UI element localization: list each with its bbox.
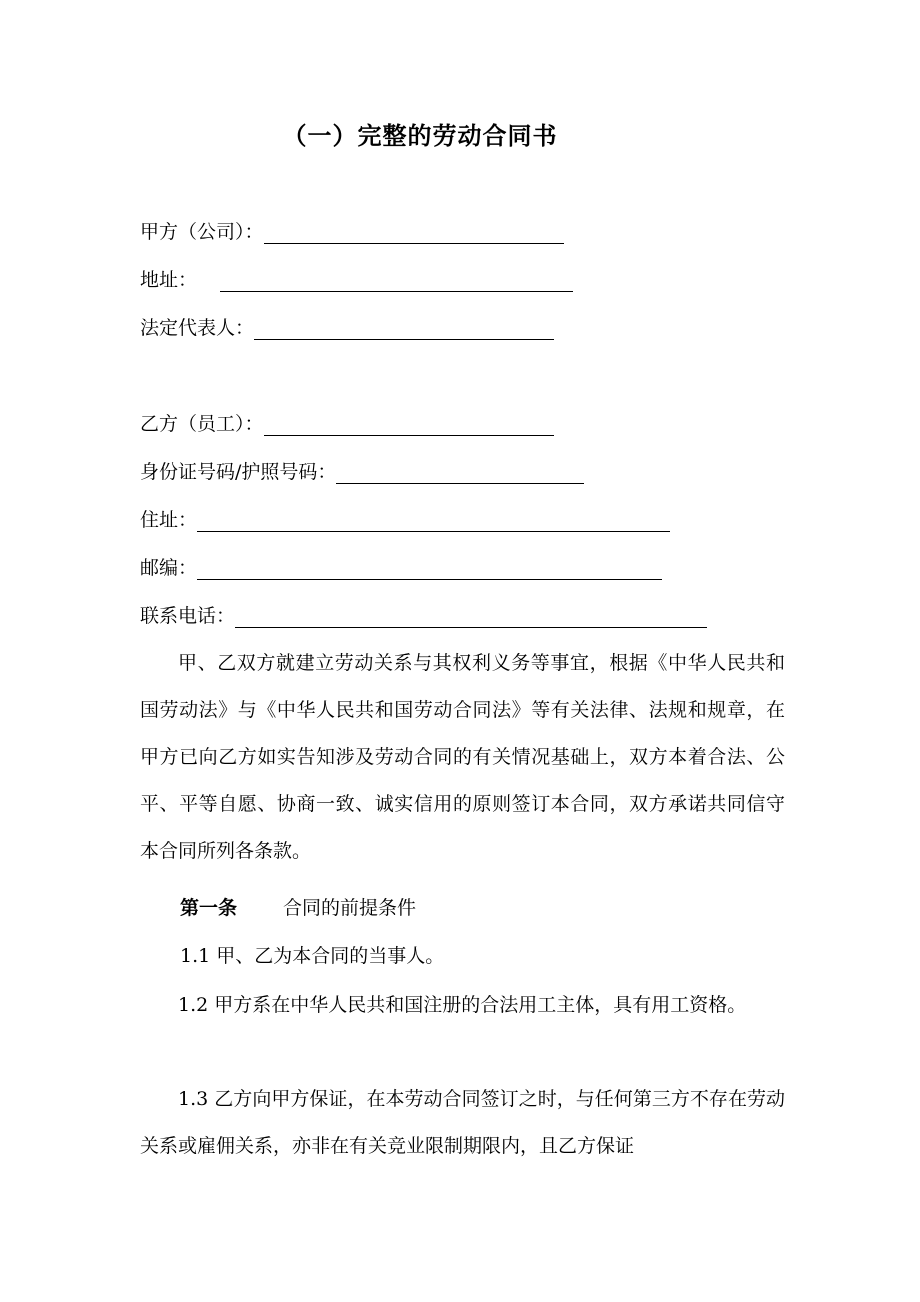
party-b-id-label: 身份证号码/护照号码： <box>140 461 337 483</box>
party-b-postcode-blank[interactable] <box>197 557 662 580</box>
party-b-id-blank[interactable] <box>336 461 584 484</box>
party-b-residence-label: 住址： <box>140 509 198 531</box>
party-a-address-label: 地址： <box>140 269 198 291</box>
party-a-address-blank[interactable] <box>220 269 573 292</box>
party-b-phone-field <box>140 604 707 628</box>
party-a-legal-rep-field <box>140 316 554 340</box>
party-a-company-blank[interactable] <box>264 221 564 244</box>
article-1-number: 第一条 <box>180 897 238 919</box>
party-b-phone-blank[interactable] <box>235 605 707 628</box>
party-a-address-field <box>140 268 573 292</box>
party-a-legal-rep-blank[interactable] <box>254 317 554 340</box>
party-b-phone-label: 联系电话： <box>140 605 236 627</box>
party-b-postcode-field <box>140 556 662 580</box>
party-b-id-field <box>140 460 584 484</box>
document-title: （一）完整的劳动合同书 <box>282 122 558 150</box>
party-b-residence-field <box>140 508 670 532</box>
party-a-company-label: 甲方（公司）： <box>140 221 264 243</box>
clause-1-1: 1.1 甲、乙为本合同的当事人。 <box>180 945 445 967</box>
clause-1-3: 1.3 乙方向甲方保证，在本劳动合同签订之时，与任何第三方不存在劳动关系或雇佣关系，亦非在有关竞业限制期限内，且乙方保证 <box>140 1088 785 1157</box>
party-b-postcode-label: 邮编： <box>140 557 198 579</box>
article-1-title: 合同的前提条件 <box>283 897 417 919</box>
party-b-residence-blank[interactable] <box>197 509 670 532</box>
party-b-employee-field <box>140 412 554 436</box>
party-a-company-field <box>140 220 564 244</box>
article-1-heading <box>180 896 416 920</box>
party-a-legal-rep-label: 法定代表人： <box>140 317 255 339</box>
party-b-employee-blank[interactable] <box>264 413 554 436</box>
preamble-paragraph: 甲、乙双方就建立劳动关系与其权利义务等事宜，根据《中华人民共和国劳动法》与《中华人民共和国劳动合同法》等有关法律、法规和规章，在甲方已向乙方如实告知涉及劳动合同的有关情况基础上，双方本着合法、公平、平等自愿、协商一致、诚实信用的原则签订本合同，双方承诺共同信守本合同所列各条款。 <box>140 652 785 862</box>
party-b-employee-label: 乙方（员工）： <box>140 413 264 435</box>
clause-1-2: 1.2 甲方系在中华人民共和国注册的合法用工主体，具有用工资格。 <box>178 994 747 1016</box>
